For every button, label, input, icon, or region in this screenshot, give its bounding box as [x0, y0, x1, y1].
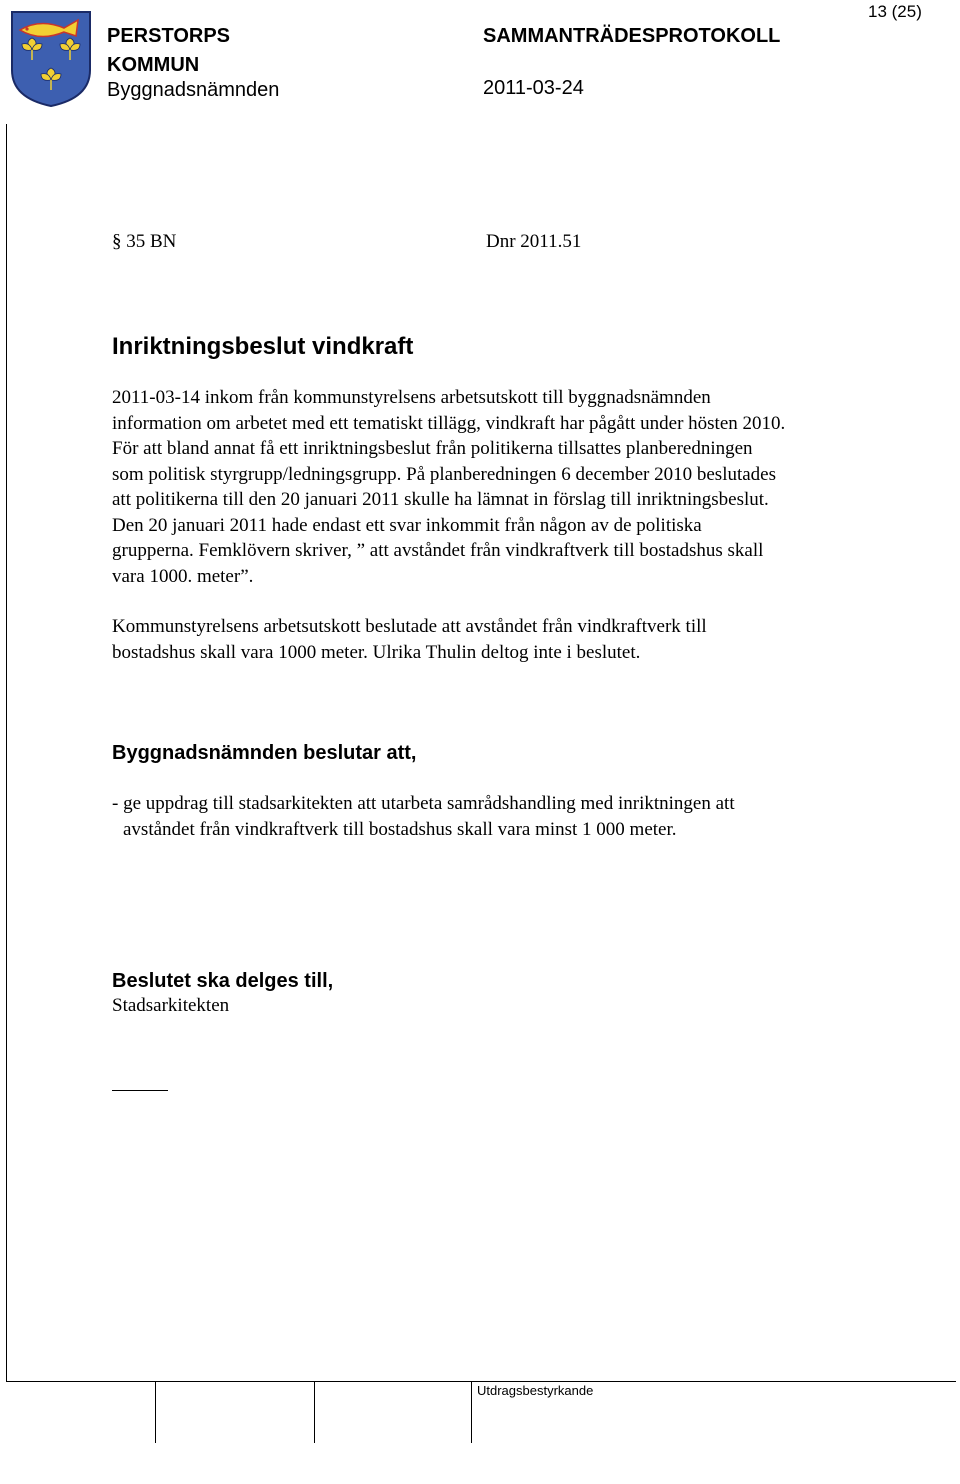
text-line: Den 20 januari 2011 hade endast ett svar inkommit från någon av de politiska: [112, 514, 702, 536]
footer-divider: [155, 1381, 156, 1443]
text-line: information om arbetet med ett tematiskt tillägg, vindkraft har pågått under hösten 2010.: [112, 412, 786, 434]
text-line: avståndet från vindkraftverk till bostadshus skall vara minst 1 000 meter.: [123, 818, 677, 840]
coat-of-arms-icon: [10, 10, 92, 108]
text-line: 2011-03-14 inkom från kommunstyrelsens arbetsutskott till byggnadsnämnden: [112, 387, 711, 408]
text-line: För att bland annat få ett inriktningsbeslut från politikerna tillsattes planberedningen: [112, 438, 753, 459]
notify-heading: Beslutet ska delges till,: [112, 970, 334, 992]
text-line: att politikerna till den 20 januari 2011 skulle ha lämnat in förslag till inriktningsbeslut.: [112, 489, 769, 510]
org-name-line2: KOMMUN: [107, 54, 200, 76]
text-line: som politisk styrgrupp/ledningsgrupp. På planberedningen 6 december 2010 beslutades: [112, 463, 777, 485]
certification-label: Utdragsbestyrkande: [477, 1383, 594, 1398]
notify-recipient: Stadsarkitekten: [112, 995, 230, 1016]
department-name: Byggnadsnämnden: [107, 79, 280, 101]
background-paragraph: [112, 385, 902, 589]
org-name-line1: PERSTORPS: [107, 25, 230, 47]
document-type: SAMMANTRÄDESPROTOKOLL: [483, 25, 781, 47]
text-line: bostadshus skall vara 1000 meter. Ulrika Thulin deltog inte i beslutet.: [112, 641, 641, 663]
footer-divider: [314, 1381, 315, 1443]
text-line: - ge uppdrag till stadsarkitekten att utarbeta samrådshandling med inriktningen att: [112, 793, 735, 814]
decision-heading: Byggnadsnämnden beslutar att,: [112, 742, 417, 764]
text-line: Kommunstyrelsens arbetsutskott beslutade att avståndet från vindkraftverk till: [112, 616, 707, 637]
document-date: 2011-03-24: [483, 77, 584, 99]
footer-divider: [471, 1381, 472, 1443]
decision-item: [112, 791, 912, 842]
left-margin-rule: [6, 124, 7, 1382]
paragraph-reference: § 35 BN: [112, 231, 177, 252]
text-line: vara 1000. meter”.: [112, 565, 254, 587]
signature-line: [112, 1090, 168, 1091]
page-number: 13 (25): [868, 2, 922, 21]
item-title: Inriktningsbeslut vindkraft: [112, 333, 414, 360]
footer-rule: [6, 1381, 956, 1382]
diary-number: Dnr 2011.51: [486, 231, 582, 252]
text-line: grupperna. Femklövern skriver, ” att avståndet från vindkraftverk till bostadshus skall: [112, 540, 764, 561]
committee-decision-paragraph: [112, 614, 902, 665]
